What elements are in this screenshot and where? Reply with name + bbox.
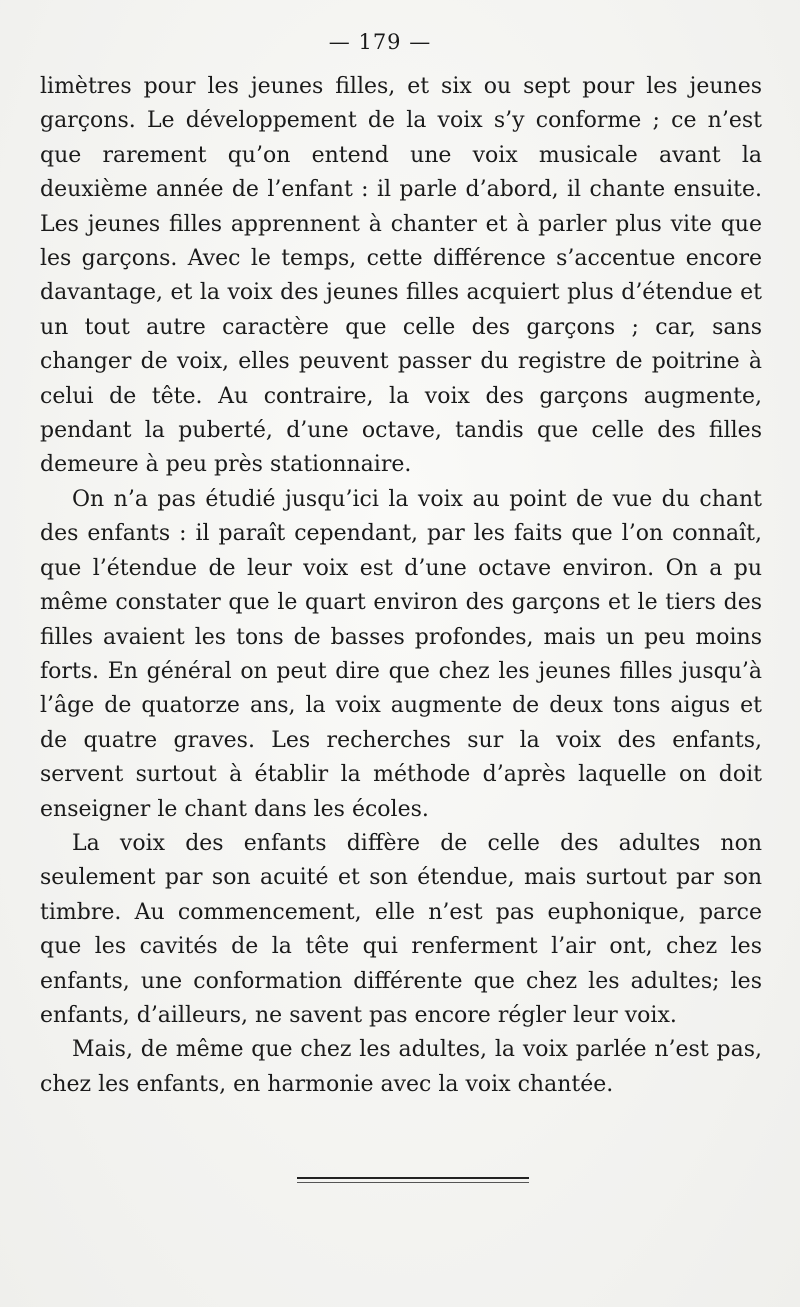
footnote-divider bbox=[297, 1177, 529, 1179]
paragraph-3: La voix des enfants diffère de celle des adultes non seulement par son acuité et son étendue, mais surtout par son timbre. Au commencement, elle n’est pas euphonique, parce que les cavités de la tête qui renferment l’air ont, chez les enfants, une conformation différente que chez les adultes; les enfants, d’ailleurs, ne savent pas encore régler leur voix. bbox=[40, 830, 762, 1028]
page-number: — 179 — bbox=[328, 30, 432, 54]
body-text bbox=[40, 70, 762, 1102]
paragraph-2: On n’a pas étudié jusqu’ici la voix au point de vue du chant des enfants : il paraît cependant, par les faits que l’on connaît, que l’étendue de leur voix est d’une octave environ. On a pu même constater que le quart environ des garçons et le tiers des filles avaient les tons de basses profondes, mais un peu moins forts. En général on peut dire que chez les jeunes filles jusqu’à l’âge de quatorze ans, la voix augmente de deux tons aigus et de quatre graves. Les recherches sur la voix des enfants, servent surtout à établir la méthode d’après laquelle on doit enseigner le chant dans les écoles. bbox=[40, 486, 762, 822]
paragraph-4: Mais, de même que chez les adultes, la voix parlée n’est pas, chez les enfants, en harmonie avec la voix chantée. bbox=[40, 1037, 762, 1097]
paragraph-1: limètres pour les jeunes filles, et six ou sept pour les jeunes garçons. Le développement de la voix s’y conforme ; ce n’est que rarement qu’on entend une voix musicale avant la deuxième année de l’enfant : il parle d’abord, il chante ensuite. Les jeunes filles apprennent à chanter et à parler plus vite que les garçons. Avec le temps, cette différence s’accentue encore davantage, et la voix des jeunes filles acquiert plus d’étendue et un tout autre caractère que celle des garçons ; car, sans changer de voix, elles peuvent passer du registre de poitrine à celui de tête. Au contraire, la voix des garçons augmente, pendant la puberté, d’une octave, tandis que celle des filles demeure à peu près stationnaire. bbox=[40, 74, 762, 478]
